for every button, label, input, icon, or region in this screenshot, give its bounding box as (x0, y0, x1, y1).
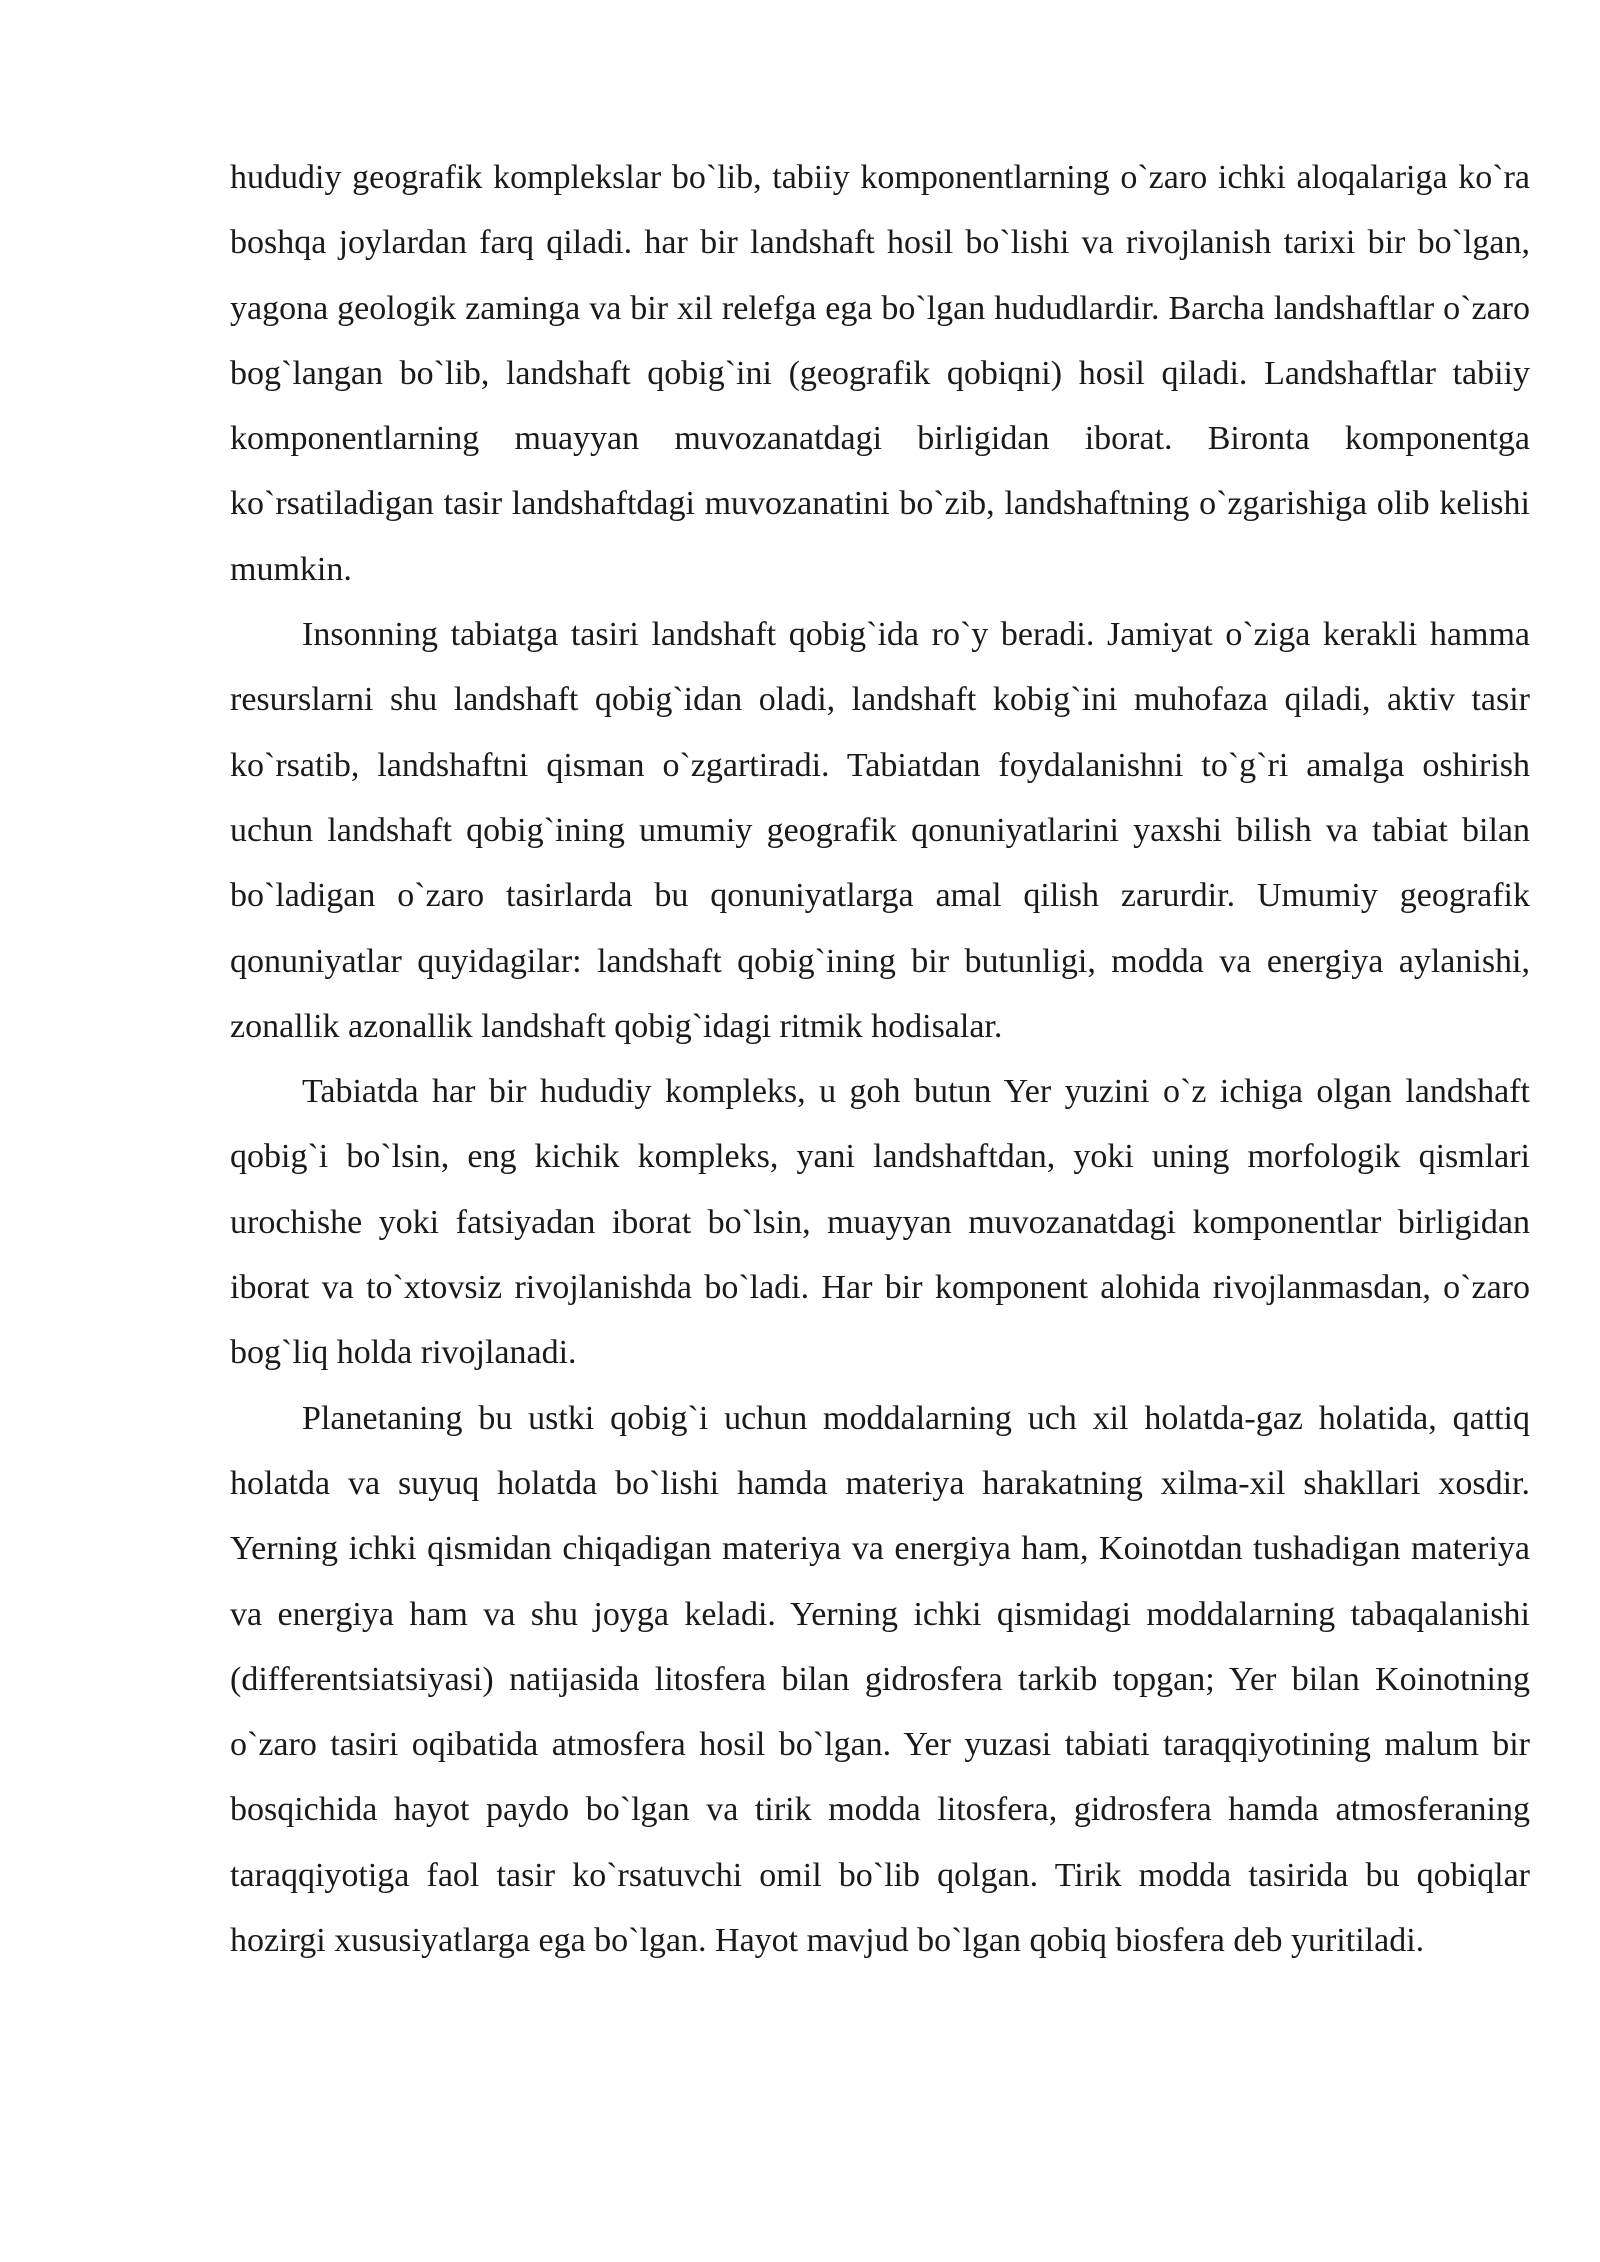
paragraph-4: Planetaning bu ustki qobig`i uchun moddalarning uch xil holatda-gaz holatida, qattiq holatda va suyuq holatda bo`lishi hamda materiya harakatning xilma-xil shakllari xosdir. Yerning ichki qismidan chiqadigan materiya va energiya ham, Koinotdan tushadigan materiya va energiya ham va shu joyga keladi. Yerning ichki qismidagi moddalarning tabaqalanishi (differentsiatsiyasi) natijasida litosfera bilan gidrosfera tarkib topgan; Yer bilan Koinotning o`zaro tasiri oqibatida atmosfera hosil bo`lgan. Yer yuzasi tabiati taraqqiyotining malum bir bosqichida hayot paydo bo`lgan va tirik modda litosfera, gidrosfera hamda atmosferaning taraqqiyotiga faol tasir ko`rsatuvchi omil bo`lib qolgan. Tirik modda tasirida bu qobiqlar hozirgi xususiyatlarga ega bo`lgan. Hayot mavjud bo`lgan qobiq biosfera deb yuritiladi. (230, 1399, 1530, 1960)
document-body (230, 145, 1530, 1973)
paragraph-3: Tabiatda har bir hududiy kompleks, u goh butun Yer yuzini o`z ichiga olgan landshaft qobig`i bo`lsin, eng kichik kompleks, yani landshaftdan, yoki uning morfologik qismlari urochishe yoki fatsiyadan iborat bo`lsin, muayyan muvozanatdagi komponentlar birligidan iborat va to`xtovsiz rivojlanishda bo`ladi. Har bir komponent alohida rivojlanmasdan, o`zaro bog`liq holda rivojlanadi. (230, 1073, 1530, 1372)
paragraph-2: Insonning tabiatga tasiri landshaft qobig`ida ro`y beradi. Jamiyat o`ziga kerakli hamma resurslarni shu landshaft qobig`idan oladi, landshaft kobig`ini muhofaza qiladi, aktiv tasir ko`rsatib, landshaftni qisman o`zgartiradi. Tabiatdan foydalanishni to`g`ri amalga oshirish uchun landshaft qobig`ining umumiy geografik qonuniyatlarini yaxshi bilish va tabiat bilan bo`ladigan o`zaro tasirlarda bu qonuniyatlarga amal qilish zarurdir. Umumiy geografik qonuniyatlar quyidagilar: landshaft qobig`ining bir butunligi, modda va energiya aylanishi, zonallik azonallik landshaft qobig`idagi ritmik hodisalar. (230, 616, 1530, 1045)
paragraph-1: hududiy geografik komplekslar bo`lib, tabiiy komponentlarning o`zaro ichki aloqalariga ko`ra boshqa joylardan farq qiladi. har bir landshaft hosil bo`lishi va rivojlanish tarixi bir bo`lgan, yagona geologik zaminga va bir xil relefga ega bo`lgan hududlardir. Barcha landshaftlar o`zaro bog`langan bo`lib, landshaft qobig`ini (geografik qobiqni) hosil qiladi. Landshaftlar tabiiy komponentlarning muayyan muvozanatdagi birligidan iborat. Bironta komponentga ko`rsatiladigan tasir landshaftdagi muvozanatini bo`zib, landshaftning o`zgarishiga olib kelishi mumkin. (230, 159, 1530, 588)
